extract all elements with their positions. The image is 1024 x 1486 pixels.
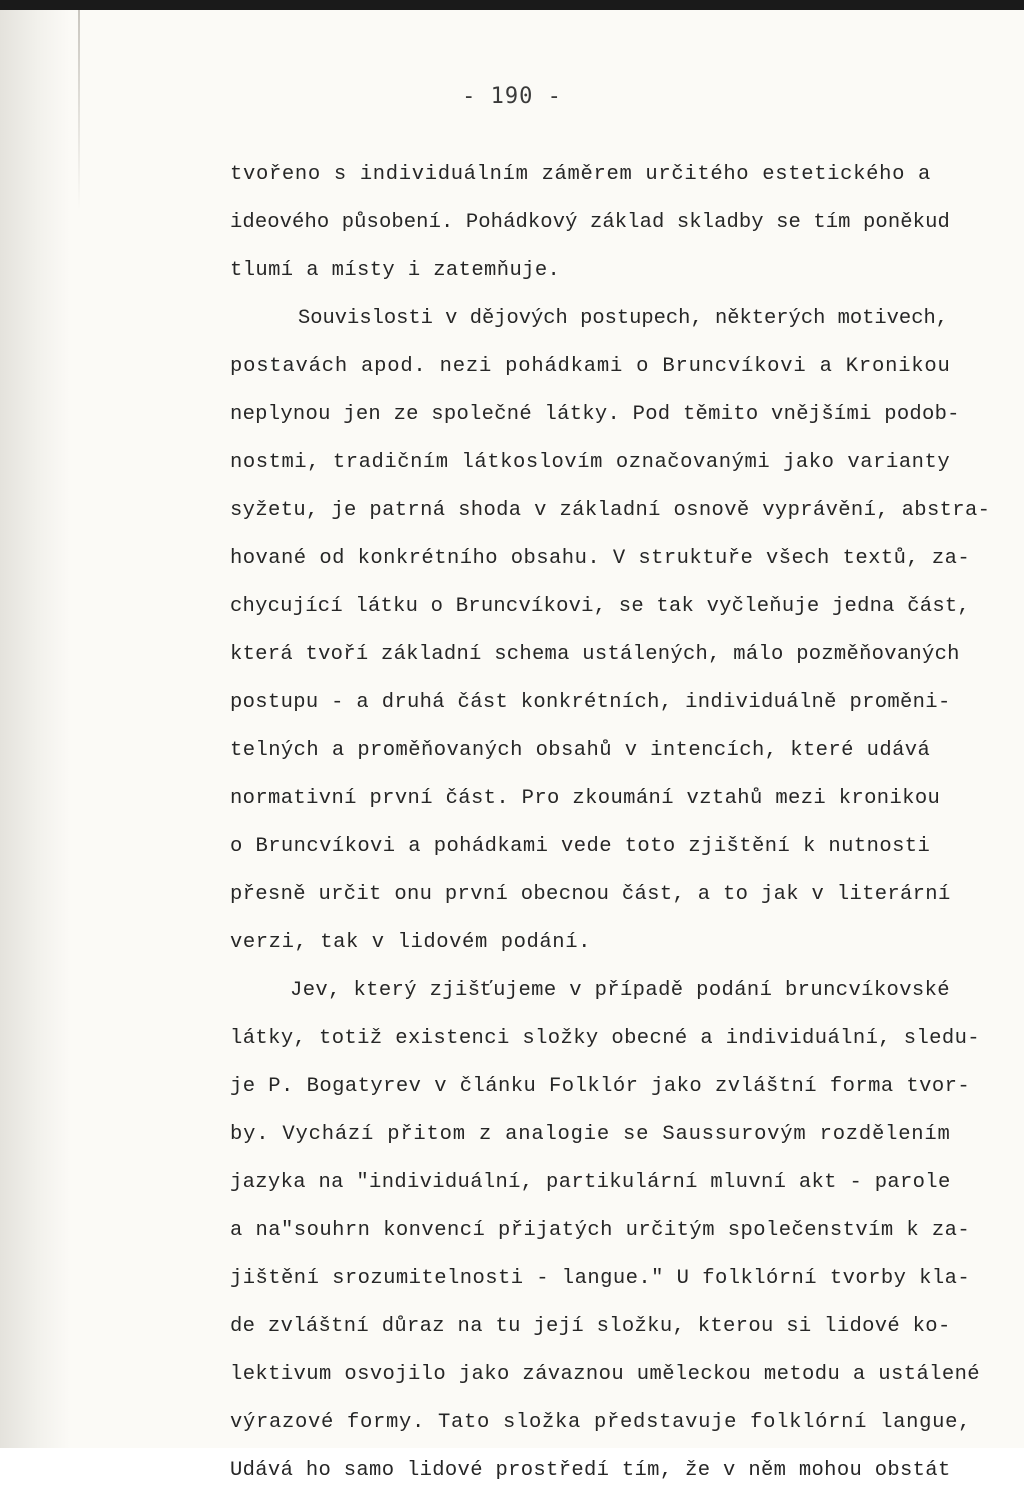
text-line-12: postupu - a druhá část konkrétních, individuálně proměni- [230,691,951,714]
text-line-4: Souvislosti v dějových postupech, některých motivech, [298,307,948,330]
text-line-21: by. Vychází přitom z analogie se Saussurovým rozdělením [230,1123,951,1146]
text-line-26: lektivum osvojilo jako závaznou uměleckou metodu a ustálené [230,1363,981,1386]
text-line-6: neplynou jen ze společné látky. Pod těmito vnějšími podob- [230,403,960,426]
text-line-1: tvořeno s individuálním záměrem určitého estetického a [230,163,932,186]
paper-crease [78,10,80,210]
page-number: - 190 - [462,84,562,109]
text-line-17: verzi, tak v lidovém podání. [230,931,591,954]
text-line-27: výrazové formy. Tato složka představuje folklórní langue, [230,1411,972,1434]
text-line-3: tlumí a místy i zatemňuje. [230,259,561,282]
text-line-14: normativní první část. Pro zkoumání vztahů mezi kronikou [230,787,941,810]
text-line-5: postavách apod. nezi pohádkami o Bruncvíkovi a Kronikou [230,355,951,378]
text-line-7: nostmi, tradičním látkoslovím označovanými jako varianty [230,451,951,474]
text-line-25: de zvláštní důraz na tu její složku, kterou si lidové ko- [230,1315,951,1338]
text-line-19: látky, totiž existenci složky obecné a individuální, sledu- [230,1027,981,1050]
text-line-13: telných a proměňovaných obsahů v intencích, které udává [230,739,931,762]
text-line-16: přesně určit onu první obecnou část, a to jak v literární [230,883,951,906]
text-line-23: a na"souhrn konvencí přijatých určitým společenstvím k za- [230,1219,971,1242]
text-line-9: hované od konkrétního obsahu. V struktuře všech textů, za- [230,547,971,570]
scan-left-margin-shadow [0,10,70,1448]
text-line-24: jištění srozumitelnosti - langue." U folklórní tvorby kla- [230,1267,971,1290]
text-line-15: o Bruncvíkovi a pohádkami vede toto zjištění k nutnosti [230,835,931,858]
text-line-20: je P. Bogatyrev v článku Folklór jako zvláštní forma tvor- [230,1075,971,1098]
text-line-22: jazyka na "individuální, partikulární mluvní akt - parole [230,1171,951,1194]
text-line-11: která tvoří základní schema ustálených, málo pozměňovaných [230,643,960,666]
text-line-28: Udává ho samo lidové prostředí tím, že v něm mohou obstát [230,1459,951,1482]
text-line-10: chycující látku o Bruncvíkovi, se tak vyčleňuje jedna část, [230,595,970,618]
scan-top-edge [0,0,1024,10]
text-line-18: Jev, který zjišťujeme v případě podání bruncvíkovské [290,979,950,1002]
text-line-8: syžetu, je patrná shoda v základní osnově vyprávění, abstra- [230,499,991,522]
text-line-2: ideového působení. Pohádkový základ skladby se tím poněkud [230,211,950,234]
